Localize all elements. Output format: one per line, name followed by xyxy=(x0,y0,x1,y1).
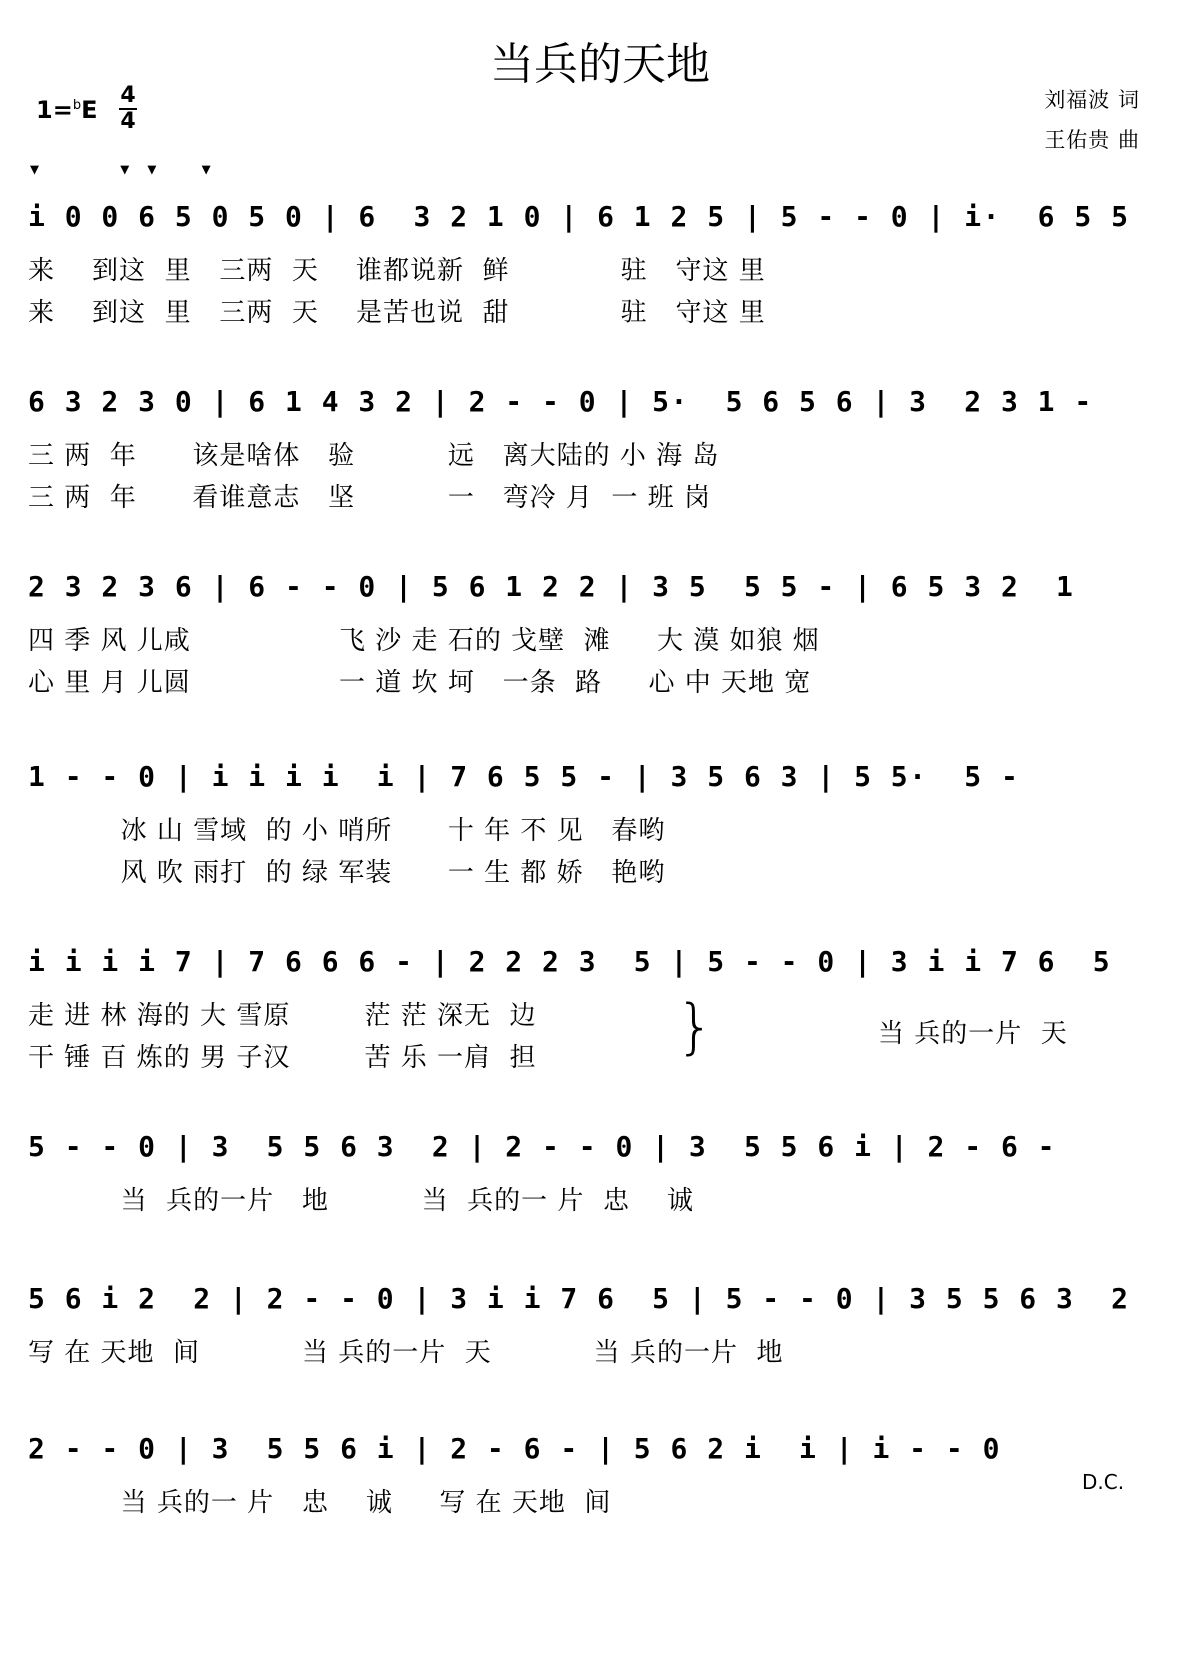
lyric-verse-1: 来 到这 里 三两 天 谁都说新 鲜 驻 守这 里 xyxy=(28,256,766,286)
lyric-verse-2: 心 里 月 儿圆 一 道 坎 坷 一条 路 心 中 天地 宽 xyxy=(28,668,812,698)
notation-line: 5 - - 0 | 3 5 5 6 3 2 | 2 - - 0 | 3 5 5 6 i | 2 - 6 - xyxy=(28,1130,1057,1163)
notation-line: 1 - - 0 | i i i i i | 7 6 5 5 - | 3 5 6 3 | 5 5· 5 - xyxy=(28,760,1020,793)
lyric-verse-1: 四 季 风 儿咸 飞 沙 走 石的 戈壁 滩 大 漠 如狼 烟 xyxy=(28,626,820,656)
notation-line: 5 6 i 2 2 | 2 - - 0 | 3 i i 7 6 5 | 5 - - 0 | 3 5 5 6 3 2 xyxy=(28,1282,1130,1315)
lyric-verse-1: 走 进 林 海的 大 雪原 茫 茫 深无 边 xyxy=(28,1001,537,1031)
lyricist-credit: 刘福波 词 xyxy=(1044,88,1140,112)
lyric-verse-2: 三 两 年 看谁意志 坚 一 弯冷 月 一 班 岗 xyxy=(28,483,711,513)
accent-marks: ▼ ▼ ▼ ▼ xyxy=(30,160,211,178)
lyric-verse-2: 干 锤 百 炼的 男 子汉 苦 乐 一肩 担 xyxy=(28,1043,537,1073)
lyric-verse-2: 来 到这 里 三两 天 是苦也说 甜 驻 守这 里 xyxy=(28,298,766,328)
notation-line: 6 3 2 3 0 | 6 1 4 3 2 | 2 - - 0 | 5· 5 6 5 6 | 3 2 3 1 - xyxy=(28,385,1093,418)
score-row-2 xyxy=(0,385,1200,575)
key-signature: 1=$^b$E xyxy=(36,96,98,124)
lyric-refrain: 写 在 天地 间 当 兵的一片 天 当 兵的一片 地 xyxy=(28,1338,784,1368)
verse-brace: } xyxy=(676,992,715,1062)
lyric-verse-2: 风 吹 雨打 的 绿 军装 一 生 都 娇 艳哟 xyxy=(28,858,666,888)
score-row-8 xyxy=(0,1432,1200,1622)
score-row-4 xyxy=(0,760,1200,950)
song-title: 当兵的天地 xyxy=(490,39,710,90)
lyric-refrain: 当 兵的一片 天 xyxy=(878,1019,1068,1049)
lyric-refrain: 当 兵的一片 地 当 兵的一 片 忠 诚 xyxy=(28,1186,694,1216)
time-sig-bottom: 4 xyxy=(120,109,136,134)
lyric-verse-1: 冰 山 雪域 的 小 哨所 十 年 不 见 春哟 xyxy=(28,816,666,846)
notation-line: 2 - - 0 | 3 5 5 6 i | 2 - 6 - | 5 6 2 i i | i - - 0 xyxy=(28,1432,1001,1465)
da-capo-mark: D.C. xyxy=(1082,1470,1125,1494)
score-row-1 xyxy=(0,160,1200,390)
lyric-verse-1: 三 两 年 该是啥体 验 远 离大陆的 小 海 岛 xyxy=(28,441,720,471)
lyric-refrain: 当 兵的一 片 忠 诚 写 在 天地 间 xyxy=(28,1488,612,1518)
time-sig-top: 4 xyxy=(120,83,136,108)
score-row-5 xyxy=(0,945,1200,1135)
score-row-3 xyxy=(0,570,1200,760)
notation-line: i 0 0 6 5 0 5 0 | 6 3 2 1 0 | 6 1 2 5 | 5 - - 0 | i· 6 5 5 xyxy=(28,200,1130,233)
time-signature xyxy=(118,84,138,134)
composer-credit: 王佑贵 曲 xyxy=(1044,128,1140,152)
notation-line: 2 3 2 3 6 | 6 - - 0 | 5 6 1 2 2 | 3 5 5 5 - | 6 5 3 2 1 xyxy=(28,570,1075,603)
notation-line: i i i i 7 | 7 6 6 6 - | 2 2 2 3 5 | 5 - - 0 | 3 i i 7 6 5 xyxy=(28,945,1112,978)
